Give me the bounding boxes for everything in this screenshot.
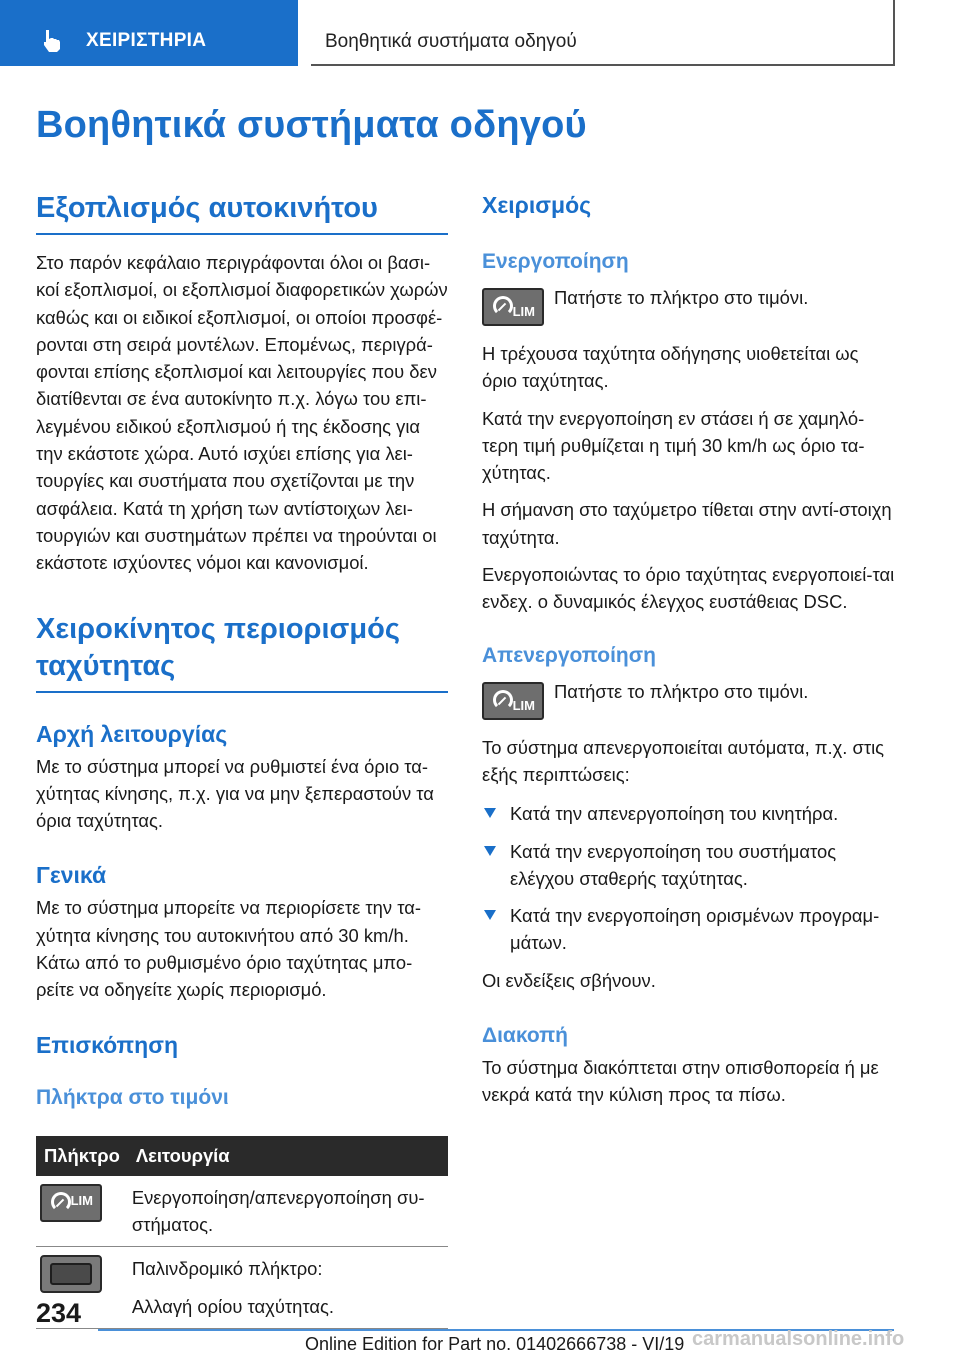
chapter-heading-box	[311, 0, 895, 66]
triangle-bullet-icon	[484, 910, 496, 920]
lim-button-icon	[482, 288, 544, 326]
paragraph-equipment: Στο παρόν κεφάλαιο περιγράφονται όλοι οι βασι-κοί εξοπλισμοί, οι εξοπλισμοί διαφορετικών χωρών καθώς και οι ειδικοί εξοπλισμοί, οι οποίοι προσφέ-ρονται στη σειρά μοντέλων. Επομένως, περιγρά-φονται επίσης εξοπλισμοί και λειτουργίες που δεν διατίθενται σε ένα αυτοκίνητο π.χ. λόγω του επι-λεγμένου ειδικού εξοπλισμού ή της έκδοσης για την εκάστοτε χώρα. Αυτό ισχύει επίσης για λει-τουργίες και συστήματα που σχετίζονται με την ασφάλεια. Κατά τη χρήση των αντίστοιχων λει-τουργιών και συστημάτων πρέπει να τηρούνται οι εκάστοτε ισχύοντες νόμοι και κανονισμοί.	[36, 252, 448, 574]
table-cell-text: Ενεργοποίηση/απενεργοποίηση συ-στήματος.	[131, 1186, 425, 1235]
page-header	[0, 0, 960, 66]
left-column	[36, 190, 448, 1329]
hand-pointer-icon	[38, 26, 66, 54]
heading-equipment: Εξοπλισμός αυτοκινήτου	[36, 190, 448, 235]
paragraph-activation-3: Η σήμανση στο ταχύμετρο τίθεται στην αντί-στοιχη ταχύτητα.	[482, 499, 892, 548]
table-cell-key	[36, 1176, 128, 1247]
list-item-text: Κατά την ενεργοποίηση ορισμένων προγραμ-μάτων.	[510, 905, 880, 954]
heading-operation: Χειρισμός	[482, 192, 592, 218]
deactivation-list	[482, 800, 896, 956]
press-instruction: Πατήστε το πλήκτρο στο τιμόνι.	[554, 680, 809, 702]
list-item	[482, 902, 896, 957]
page-number: 234	[36, 1298, 82, 1328]
press-instruction: Πατήστε το πλήκτρο στο τιμόνι.	[554, 287, 809, 308]
heading-principle: Αρχή λειτουργίας	[36, 720, 228, 747]
page-title: Βοηθητικά συστήματα οδηγού	[36, 104, 587, 146]
heading-deactivation: Απενεργοποίηση	[482, 643, 656, 667]
heading-interruption: Διακοπή	[482, 1024, 568, 1048]
table-header-key: Πλήκτρο	[36, 1136, 128, 1176]
section-tab[interactable]	[0, 0, 298, 66]
paragraph-deactivation-2: Οι ενδείξεις σβήνουν.	[482, 969, 656, 991]
heading-general: Γενικά	[36, 862, 107, 889]
table-cell-text: Παλινδρομικό πλήκτρο:	[131, 1258, 323, 1280]
table-header-function: Λειτουργία	[128, 1136, 448, 1176]
paragraph-activation-4: Ενεργοποιώντας το όριο ταχύτητας ενεργοποιεί-ται ενδεχ. ο δυναμικός έλεγχος ευστάθειας DSC.	[482, 564, 895, 613]
page-footer	[0, 1296, 960, 1362]
lim-button-text: LIM	[512, 304, 535, 319]
triangle-bullet-icon	[484, 808, 496, 818]
edition-info: Online Edition for Part no. 01402666738 - VI/19	[305, 1334, 685, 1354]
paragraph-deactivation-1: Το σύστημα απενεργοποιείται αυτόματα, π.χ. στις εξής περιπτώσεις:	[482, 736, 885, 785]
table-row	[36, 1176, 448, 1247]
paragraph-interruption: Το σύστημα διακόπτεται στην οπισθοπορεία ή με νεκρά κατά την κύλιση προς τα πίσω.	[482, 1057, 879, 1106]
watermark: carmanualsonline.info	[692, 1328, 905, 1350]
lim-button-text: LIM	[70, 1193, 93, 1209]
lim-button-icon	[482, 682, 544, 720]
list-item-text: Κατά την ενεργοποίηση του συστήματος ελέγχου σταθερής ταχύτητας.	[510, 840, 837, 889]
table-cell-text: Αλλαγή ορίου ταχύτητας.	[131, 1295, 334, 1317]
table-header-row	[36, 1136, 448, 1176]
heading-manual-limiter: Χειροκίνητος περιορισμός ταχύτητας	[36, 611, 448, 693]
heading-activation: Ενεργοποίηση	[482, 250, 629, 273]
triangle-bullet-icon	[484, 846, 496, 856]
deactivation-key-row	[482, 682, 896, 720]
activation-key-row	[482, 288, 896, 326]
rocker-switch-icon	[40, 1255, 102, 1293]
paragraph-activation-1: Η τρέχουσα ταχύτητα οδήγησης υιοθετείται ως όριο ταχύτητας.	[482, 343, 859, 392]
chapter-heading: Βοηθητικά συστήματα οδηγού	[325, 31, 577, 52]
lim-button-text: LIM	[512, 697, 535, 713]
table-cell-function	[128, 1176, 448, 1247]
heading-overview: Επισκόπηση	[36, 1031, 178, 1058]
paragraph-general: Με το σύστημα μπορείτε να περιορίσετε την τα-χύτητα κίνησης του αυτοκινήτου από 30 km/h. Κάτω από το ρυθμισμένο όριο ταχύτητας μπο-ρείτε να οδηγείτε χωρίς περιορισμό.	[36, 897, 421, 1001]
lim-button-icon	[40, 1184, 102, 1222]
section-tab-label: ΧΕΙΡΙΣΤΗΡΙΑ	[86, 30, 207, 51]
list-item	[482, 838, 896, 893]
right-column	[482, 190, 896, 1109]
list-item	[482, 800, 896, 827]
paragraph-activation-2: Κατά την ενεργοποίηση εν στάσει ή σε χαμηλό-τερη τιμή ρυθμίζεται η τιμή 30 km/h ως όριο τα-χύτητας.	[482, 407, 865, 484]
list-item-text: Κατά την απενεργοποίηση του κινητήρα.	[510, 803, 839, 825]
heading-wheel-keys: Πλήκτρα στο τιμόνι	[36, 1085, 229, 1109]
paragraph-principle: Με το σύστημα μπορεί να ρυθμιστεί ένα όριο τα-χύτητας κίνησης, π.χ. για να μην ξεπεραστούν τα όρια ταχύτητας.	[36, 755, 434, 832]
